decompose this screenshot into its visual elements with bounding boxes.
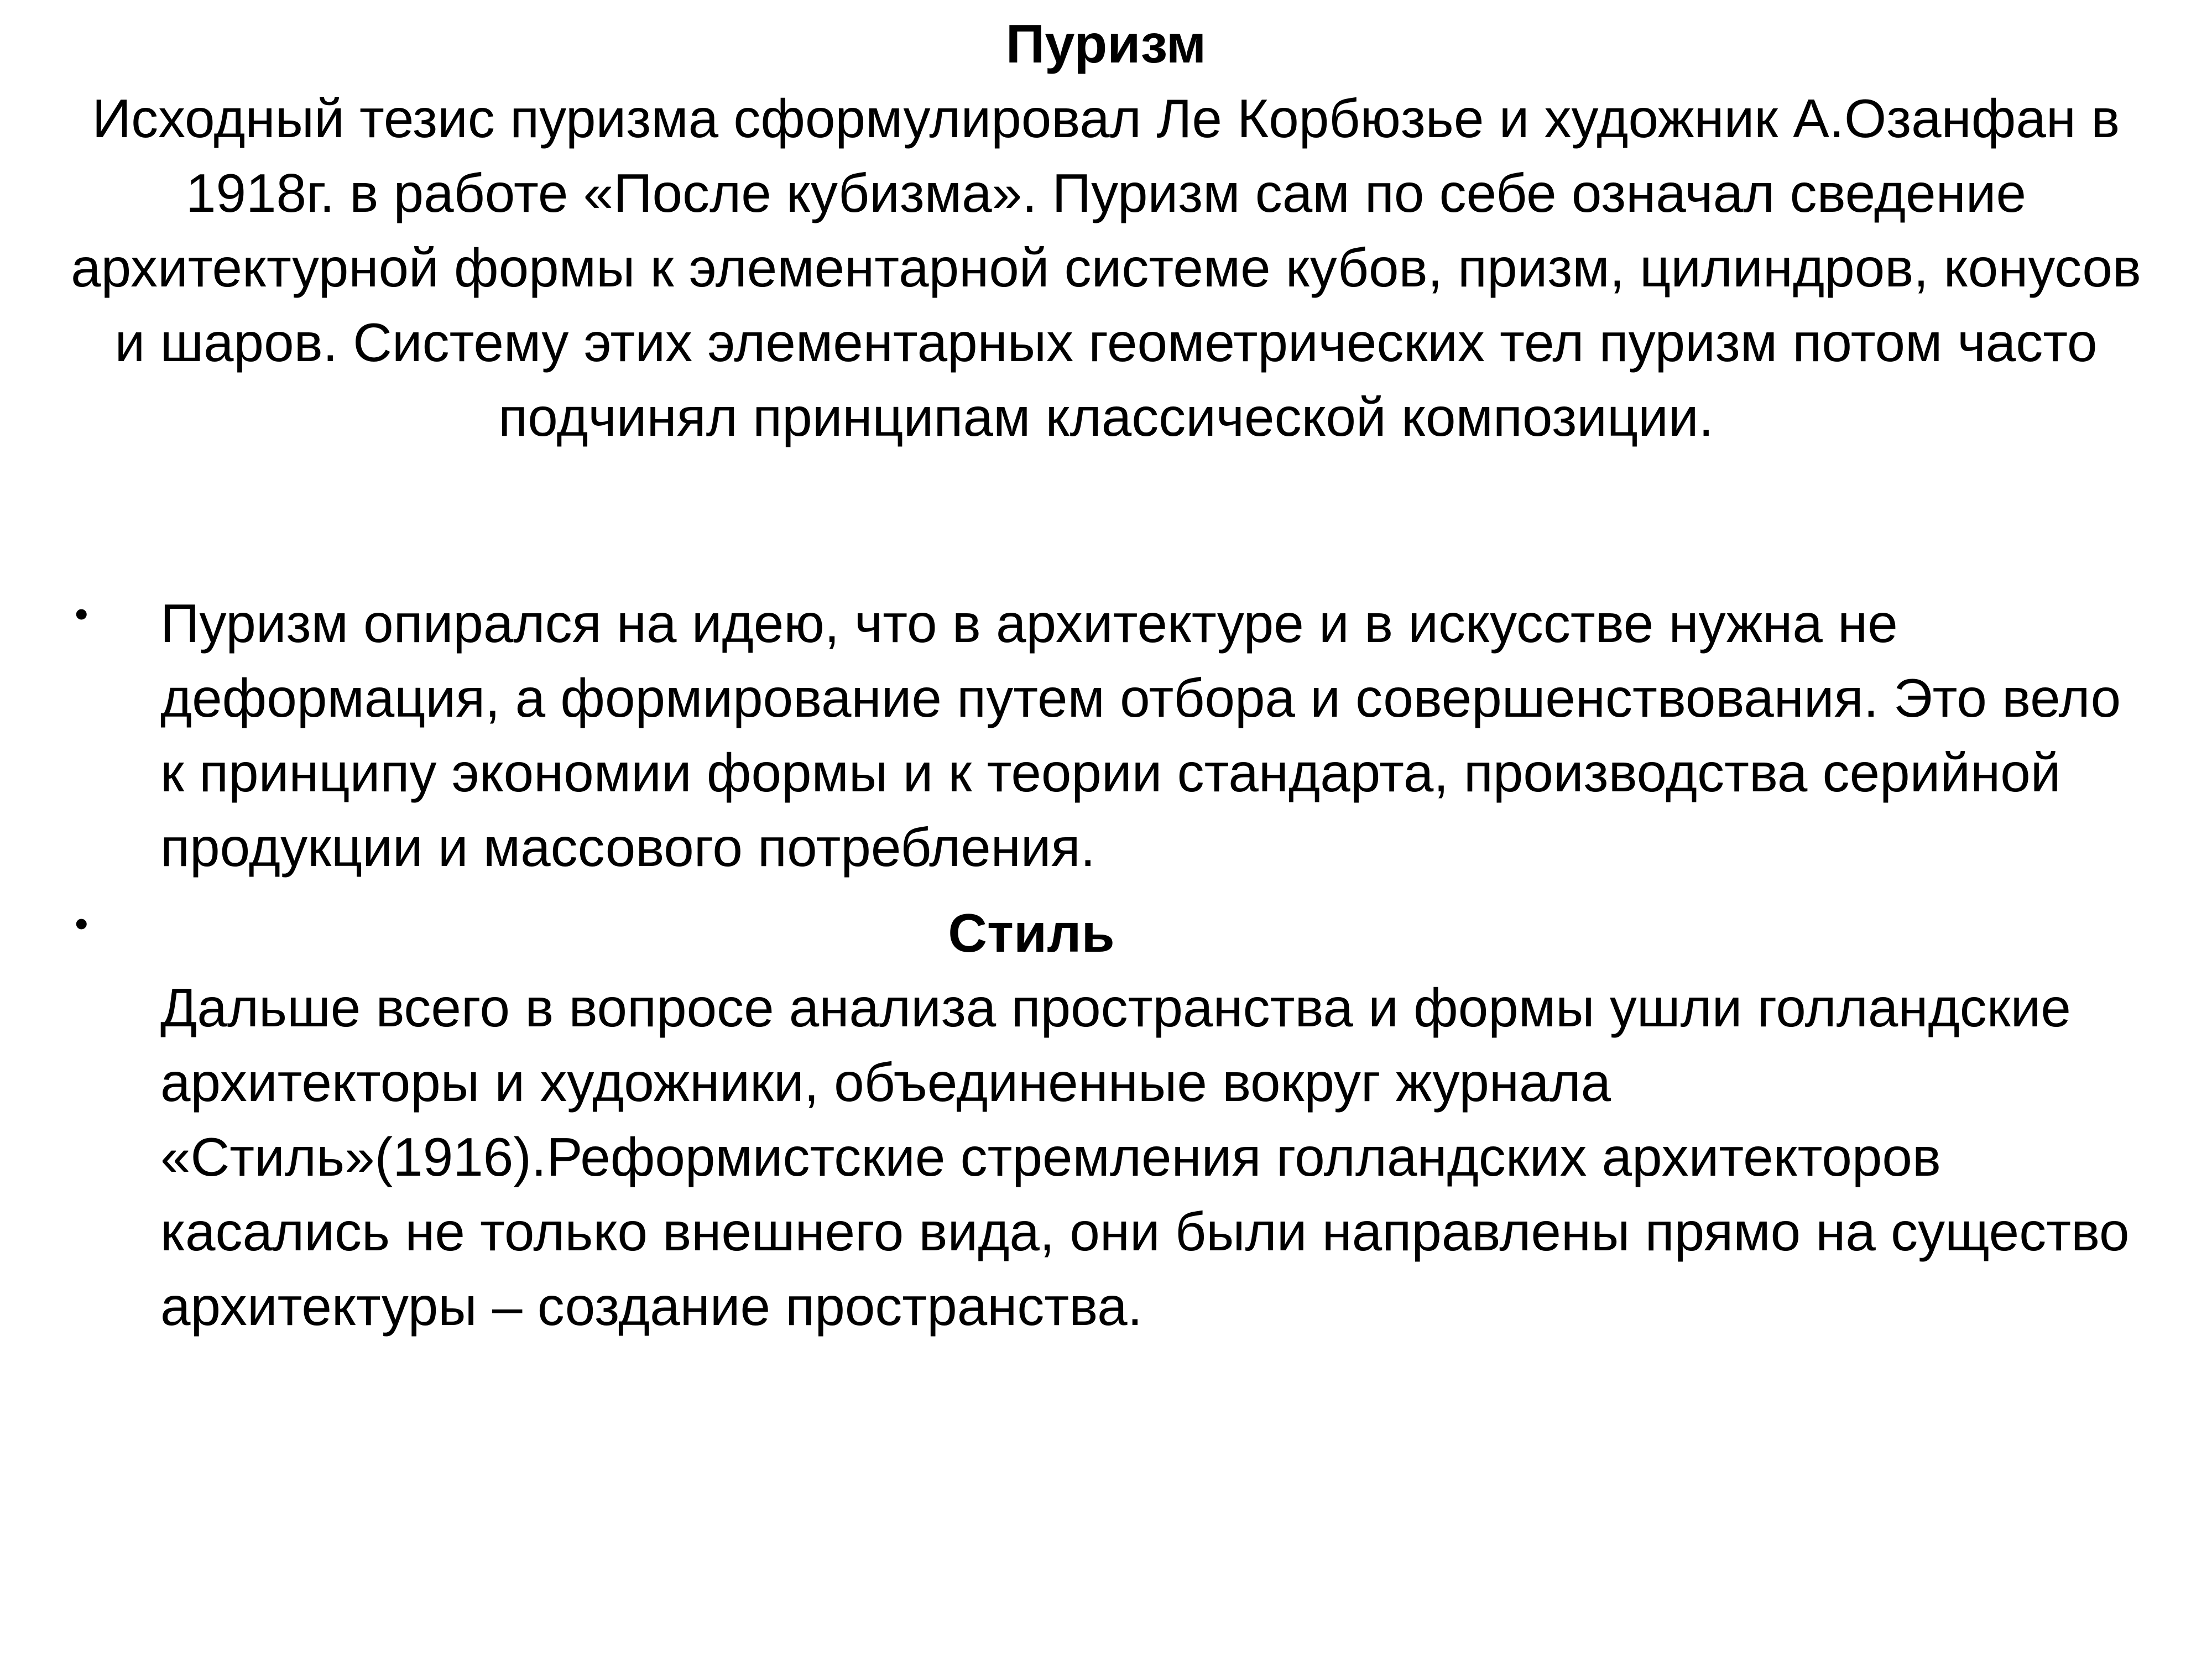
bullet-icon: • (75, 902, 88, 945)
bullet-icon: • (75, 592, 88, 635)
style-section (160, 896, 2146, 1344)
style-paragraph: Дальше всего в вопросе анализа пространства и формы ушли голландские архитекторы и художники, объединенные вокруг журнала «Стиль»(1916).Реформистские стремления голландских архитекторов касались не только внешнего вида, они были направлены прямо на существо архитектуры – создание пространства. (160, 977, 2130, 1337)
bullet-text: Пуризм опирался на идею, что в архитектуре и в искусстве нужна не деформация, а формирование путем отбора и совершенствования. Это вело к принципу экономии формы и к теории стандарта, производства серийной продукции и массового потребления. (160, 593, 2121, 878)
bullet-list (75, 586, 2130, 1344)
purism-title: Пуризм (1005, 13, 1207, 74)
bullet-item-style (75, 896, 2130, 1344)
style-title: Стиль (948, 902, 1115, 963)
purism-section (55, 7, 2157, 455)
purism-paragraph: Исходный тезис пуризма сформулировал Ле Корбюзье и художник А.Озанфан в 1918г. в работе «После кубизма». Пуризм сам по себе означал сведение архитектурной формы к элементарной системе кубов, призм, цилиндров, конусов и шаров. Систему этих элементарных геометрических тел пуризм потом часто подчинял принципам классической композиции. (71, 88, 2141, 447)
bullet-item-purism-idea (75, 586, 2121, 885)
